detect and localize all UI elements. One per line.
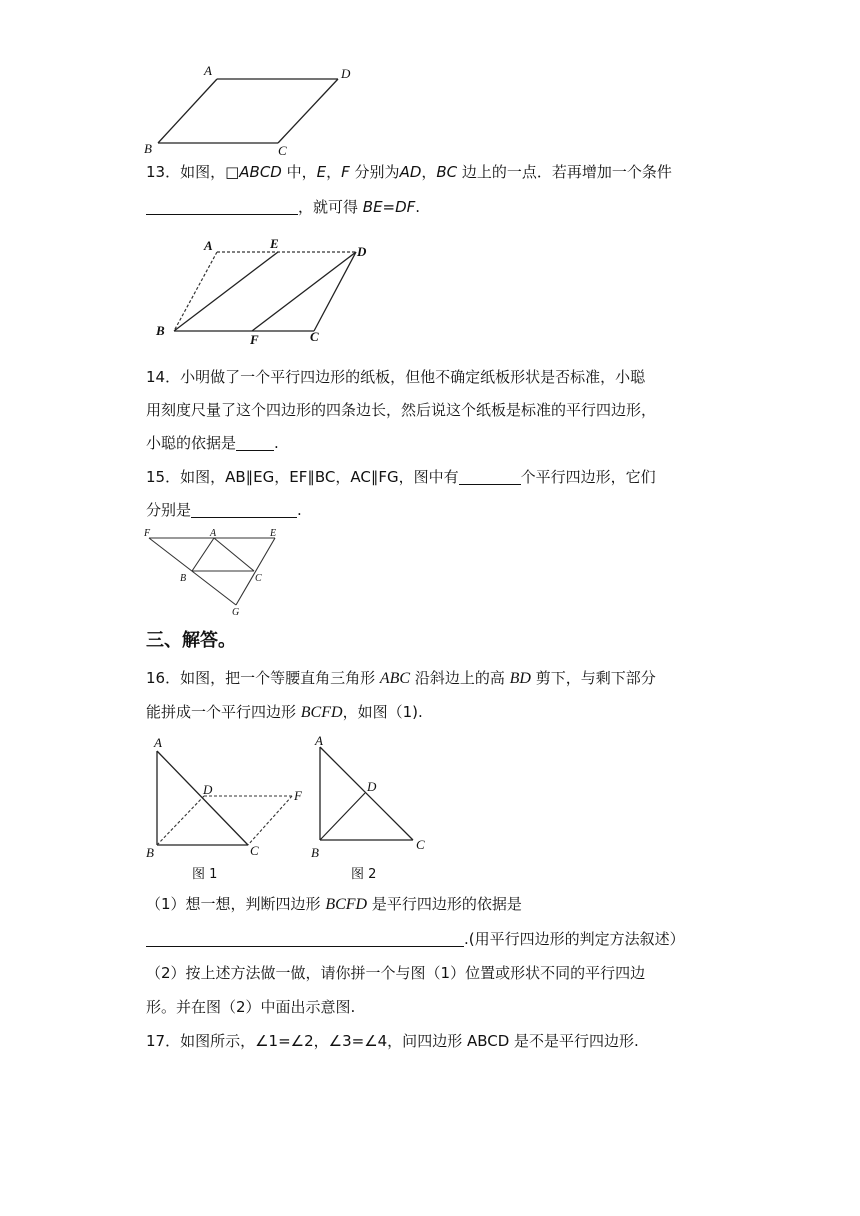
question-13-line1 [146,161,726,183]
question-16-sub2-line2: 形。并在图（2）中面出示意图. [146,998,356,1016]
q16-bcfd: BCFD [325,896,368,913]
section-heading: 三、解答。 [146,630,236,651]
label-b: B [156,323,165,338]
label-a: A [204,238,213,253]
answer-blank-15b[interactable] [191,501,297,518]
label-b: B [146,845,154,860]
question-16-sub2-line1: （2）按上述方法做一做，请你拼一个与图（1）位置或形状不同的平行四边 [146,964,646,982]
question-14-line1: 14．小明做了一个平行四边形的纸板，但他不确定纸板形状是否标准，小聪 [146,368,646,386]
q13-abcd: ABCD [239,163,282,181]
answer-blank-13[interactable] [146,198,298,215]
q13-text: ， [421,163,437,181]
label-d: D [341,66,351,81]
parallelogram-symbol: □ [225,163,240,181]
parallelogram-figure-12 [140,60,370,160]
figure-caption: 图 1 [192,867,218,882]
q15-text: 分别是 [146,501,192,519]
q16-text: （1）想一想，判断四边形 [146,895,326,913]
label-d: D [203,782,213,797]
q13-text: . [415,198,421,216]
figure-caption: 图 2 [351,867,377,882]
label-e: E [270,236,279,251]
label-c: C [416,837,425,852]
q15-text: 个平行四边形，它们 [520,468,656,486]
question-14-line2: 用刻度尺量了这个四边形的四条边长，然后说这个纸板是标准的平行四边形， [146,401,657,419]
q16-text: .(用平行四边形的判定方法叙述） [464,930,685,948]
label-a: A [154,735,162,750]
answer-blank-16[interactable] [146,930,464,947]
label-c: C [250,843,259,858]
question-13-line2 [146,196,726,218]
triangle-figure-16-2 [305,733,440,883]
q16-text: 沿斜边上的高 [410,669,510,687]
q13-text: 中， [281,163,317,181]
q16-abc: ABC [379,670,411,687]
answer-blank-14[interactable] [236,434,274,451]
q13-bc: BC [436,163,458,181]
label-b: B [311,845,319,860]
question-16-line1 [146,667,726,690]
question-14-line3 [146,432,726,454]
parallelogram-figure-13 [150,234,380,346]
label-c: C [255,573,262,584]
question-16-sub1-line2 [146,928,726,950]
label-a: A [210,528,217,539]
question-15-line2 [146,499,726,521]
q16-text: 能拼成一个平行四边形 [146,703,301,721]
q13-ad: AD [399,163,422,181]
question-17: 17．如图所示，∠1=∠2，∠3=∠4，问四边形 ABCD 是不是平行四边形. [146,1032,639,1050]
label-a: A [315,733,323,748]
q16-text: ，如图（1). [342,703,423,721]
q13-e: E [316,163,327,181]
triangle-figure-15 [140,526,290,618]
question-16-sub1-line1 [146,893,726,916]
label-c: C [278,143,287,158]
label-d: D [367,779,377,794]
label-c: C [310,329,319,344]
q16-bd: BD [509,670,531,687]
label-b: B [180,573,187,584]
answer-blank-15a[interactable] [459,468,521,485]
triangle-figure-16-1 [140,733,315,883]
q13-text: ，就可得 [298,198,363,216]
label-g: G [232,607,240,618]
q13-bedf: BE=DF [362,198,416,216]
q13-number: 13．如图， [146,163,226,181]
q13-text: ， [326,163,342,181]
label-f: F [294,788,302,803]
q13-text: 边上的一点．若再增加一个条件 [457,163,672,181]
q15-text: 15．如图，AB∥EG，EF∥BC，AC∥FG，图中有 [146,468,459,486]
q13-f: F [341,163,350,181]
q16-text: 剪下，与剩下部分 [530,669,656,687]
label-f: F [250,332,259,347]
q16-text: 是平行四边形的依据是 [367,895,522,913]
label-f: F [144,528,151,539]
label-d: D [357,244,367,259]
label-a: A [204,63,212,78]
label-b: B [144,141,152,156]
q14-text: 小聪的依据是 [146,434,237,452]
label-e: E [270,528,277,539]
q16-text: 16．如图，把一个等腰直角三角形 [146,669,380,687]
question-16-line2 [146,701,726,724]
q14-text: . [274,434,279,452]
q13-text: 分别为 [349,163,400,181]
q15-text: . [297,501,302,519]
question-15-line1 [146,466,726,488]
q16-bcfd: BCFD [300,704,343,721]
